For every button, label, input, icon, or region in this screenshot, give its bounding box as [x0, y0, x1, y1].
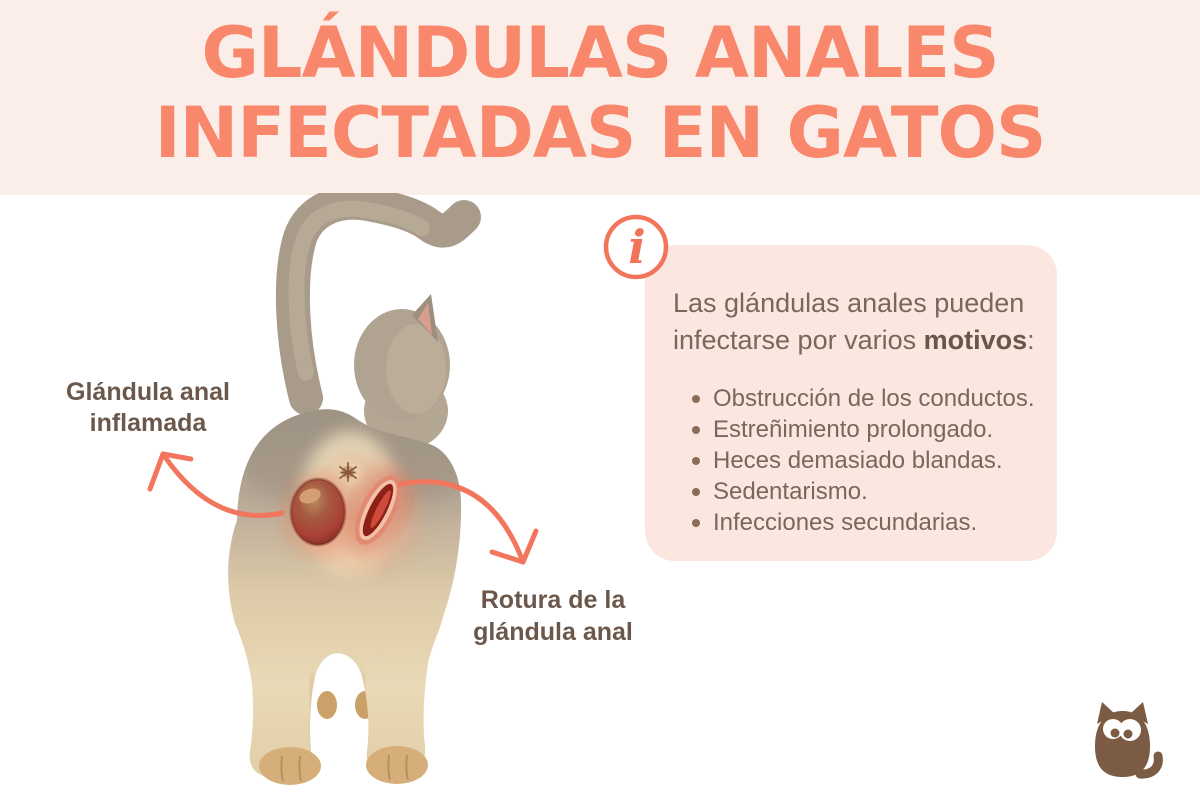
- label-rupture-line2: glándula anal: [473, 618, 633, 646]
- arrow-to-inflamed-gland-icon: [135, 440, 305, 535]
- info-intro-bold-word: motivos: [923, 325, 1028, 355]
- header-banner: [0, 0, 1200, 195]
- arrow-to-ruptured-gland-icon: [390, 460, 550, 575]
- svg-text:i: i: [628, 220, 646, 274]
- sitting-cat-logo-icon: [1086, 698, 1166, 782]
- info-intro-line2-prefix: infectarse por varios: [673, 325, 924, 355]
- list-item: Sedentarismo.: [645, 476, 1035, 507]
- list-item: Obstrucción de los conductos.: [645, 383, 1035, 414]
- hind-paws: [259, 746, 428, 785]
- page-title-line2: INFECTADAS EN GATOS: [154, 92, 1046, 174]
- list-item: Heces demasiado blandas.: [645, 445, 1035, 476]
- info-box: [645, 245, 1057, 561]
- label-ruptured-gland: [453, 584, 653, 648]
- info-intro-line2-suffix: :: [1027, 325, 1035, 355]
- cat-head: [354, 294, 450, 449]
- info-intro-line1: Las glándulas anales pueden: [673, 288, 1025, 318]
- list-item: Infecciones secundarias.: [645, 507, 1035, 538]
- info-icon: [601, 212, 671, 282]
- label-inflamed-line1: Glándula anal: [66, 378, 230, 406]
- page-title-line1: GLÁNDULAS ANALES: [201, 12, 999, 94]
- info-intro: [673, 285, 1035, 359]
- front-paw: [317, 691, 337, 719]
- label-rupture-line1: Rotura de la: [480, 586, 626, 614]
- causes-list: [645, 383, 1035, 538]
- list-item: Estreñimiento prolongado.: [645, 414, 1035, 445]
- label-inflamed-line2: inflamada: [89, 409, 207, 437]
- label-inflamed-gland: [48, 377, 248, 439]
